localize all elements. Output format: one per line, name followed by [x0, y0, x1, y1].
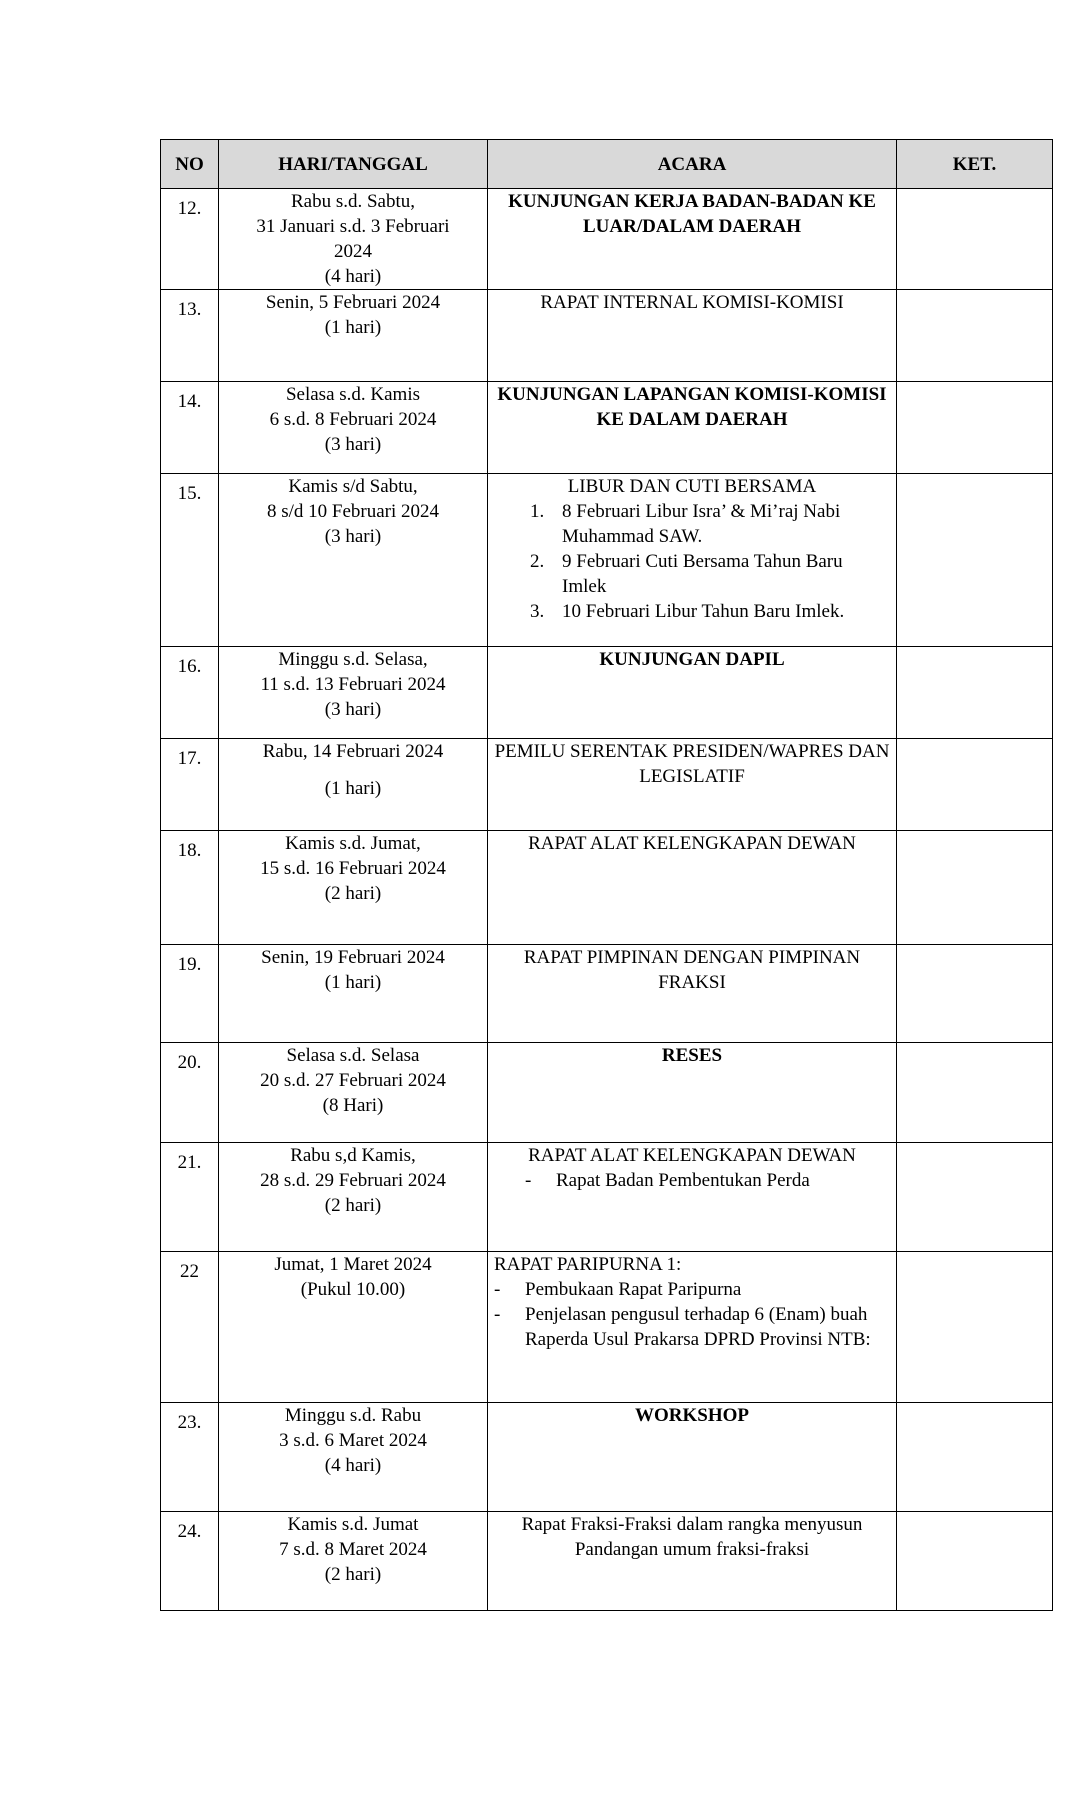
row-date — [219, 382, 488, 474]
date-line: 28 s.d. 29 Februari 2024 — [260, 1170, 446, 1191]
row-ket — [897, 290, 1053, 382]
acara-title: RAPAT PIMPINAN DENGAN PIMPINAN FRAKSI — [523, 947, 861, 993]
list-item-number: 2. — [530, 551, 545, 572]
list-item-text: 9 Februari Cuti Bersama Tahun Baru Imlek — [562, 551, 843, 597]
row-no: 13. — [161, 290, 219, 382]
list-item-text: Penjelasan pengusul terhadap 6 (Enam) buah Raperda Usul Prakarsa DPRD Provinsi NTB: — [525, 1304, 871, 1350]
row-date — [219, 831, 488, 945]
date-line: Senin, 5 Februari 2024 — [265, 292, 441, 313]
date-line: 20 s.d. 27 Februari 2024 — [260, 1070, 446, 1091]
row-no: 18. — [161, 831, 219, 945]
table-row — [161, 474, 1053, 647]
table-row — [161, 945, 1053, 1043]
date-line: (8 Hari) — [322, 1095, 384, 1116]
table-row — [161, 1403, 1053, 1512]
date-line: (3 hari) — [324, 699, 382, 720]
date-line: (1 hari) — [324, 778, 382, 799]
row-acara — [488, 474, 897, 647]
row-no: 19. — [161, 945, 219, 1043]
acara-title: WORKSHOP — [634, 1405, 749, 1426]
acara-title: KUNJUNGAN DAPIL — [599, 649, 785, 670]
date-line: Kamis s/d Sabtu, — [288, 476, 418, 497]
table-row — [161, 1512, 1053, 1611]
row-date — [219, 189, 488, 290]
date-line: 15 s.d. 16 Februari 2024 — [260, 858, 446, 879]
row-ket — [897, 1512, 1053, 1611]
header-acara: ACARA — [488, 140, 897, 189]
date-line: Minggu s.d. Rabu — [284, 1405, 422, 1426]
date-line: Kamis s.d. Jumat, — [285, 833, 421, 854]
row-acara — [488, 290, 897, 382]
date-line: (Pukul 10.00) — [300, 1279, 406, 1300]
date-line: Kamis s.d. Jumat — [287, 1514, 419, 1535]
acara-title: RAPAT ALAT KELENGKAPAN DEWAN — [528, 833, 856, 854]
date-line: 3 s.d. 6 Maret 2024 — [279, 1430, 427, 1451]
row-date — [219, 945, 488, 1043]
list-item — [530, 499, 890, 549]
row-ket — [897, 1143, 1053, 1252]
row-no: 17. — [161, 739, 219, 831]
date-line: 31 Januari s.d. 3 Februari — [256, 216, 450, 237]
acara-title: RAPAT PARIPURNA 1: — [494, 1254, 682, 1275]
table-header-row — [161, 140, 1053, 189]
date-line: 6 s.d. 8 Februari 2024 — [269, 409, 437, 430]
date-line: (4 hari) — [324, 266, 382, 287]
row-acara — [488, 1043, 897, 1143]
row-ket — [897, 945, 1053, 1043]
row-date — [219, 1512, 488, 1611]
list-item — [530, 549, 890, 599]
row-ket — [897, 1252, 1053, 1403]
row-date — [219, 290, 488, 382]
acara-title: RAPAT INTERNAL KOMISI-KOMISI — [540, 292, 844, 313]
list-item — [494, 1302, 890, 1352]
date-line: 11 s.d. 13 Februari 2024 — [260, 674, 446, 695]
list-item-text: 10 Februari Libur Tahun Baru Imlek. — [562, 601, 845, 622]
date-line: Rabu s,d Kamis, — [290, 1145, 416, 1166]
row-date — [219, 1252, 488, 1403]
header-no: NO — [161, 140, 219, 189]
row-ket — [897, 382, 1053, 474]
row-acara — [488, 647, 897, 739]
date-line: Rabu s.d. Sabtu, — [290, 191, 416, 212]
date-line: Rabu, 14 Februari 2024 — [262, 741, 444, 762]
row-ket — [897, 1043, 1053, 1143]
row-acara — [488, 739, 897, 831]
list-item-number: 3. — [530, 601, 545, 622]
row-ket — [897, 831, 1053, 945]
list-item-text: 8 Februari Libur Isra’ & Mi’raj Nabi Muhammad SAW. — [562, 501, 841, 547]
date-line: 8 s/d 10 Februari 2024 — [266, 501, 440, 522]
row-acara — [488, 1252, 897, 1403]
acara-title: RAPAT ALAT KELENGKAPAN DEWAN — [528, 1145, 856, 1166]
row-no: 21. — [161, 1143, 219, 1252]
table-row — [161, 647, 1053, 739]
date-line: (2 hari) — [324, 1564, 382, 1585]
table-row — [161, 1252, 1053, 1403]
row-date — [219, 1143, 488, 1252]
table-row — [161, 1043, 1053, 1143]
date-line: Selasa s.d. Kamis — [285, 384, 421, 405]
schedule-table — [160, 139, 1053, 1611]
row-no: 22 — [161, 1252, 219, 1403]
row-acara — [488, 1143, 897, 1252]
row-no: 20. — [161, 1043, 219, 1143]
row-ket — [897, 474, 1053, 647]
row-date — [219, 647, 488, 739]
list-item — [494, 1277, 890, 1302]
list-item-bullet: - — [494, 1279, 501, 1300]
date-line: (3 hari) — [324, 526, 382, 547]
list-item-text: Rapat Badan Pembentukan Perda — [556, 1170, 810, 1191]
header-date: HARI/TANGGAL — [219, 140, 488, 189]
acara-title: KUNJUNGAN KERJA BADAN-BADAN KE LUAR/DALAM DAERAH — [508, 191, 876, 237]
row-acara — [488, 831, 897, 945]
date-line: (2 hari) — [324, 883, 382, 904]
row-date — [219, 1403, 488, 1512]
acara-title: KUNJUNGAN LAPANGAN KOMISI-KOMISI KE DALAM DAERAH — [497, 384, 887, 430]
list-item-bullet: - — [494, 1304, 501, 1325]
table-row — [161, 1143, 1053, 1252]
date-line: Senin, 19 Februari 2024 — [261, 947, 445, 968]
row-ket — [897, 739, 1053, 831]
row-date — [219, 474, 488, 647]
date-line: 7 s.d. 8 Maret 2024 — [279, 1539, 427, 1560]
acara-title: LIBUR DAN CUTI BERSAMA — [567, 476, 817, 497]
row-no: 24. — [161, 1512, 219, 1611]
date-line: Selasa s.d. Selasa — [286, 1045, 420, 1066]
list-item-bullet: - — [525, 1170, 532, 1191]
table-row — [161, 831, 1053, 945]
date-line: (1 hari) — [324, 972, 382, 993]
row-acara — [488, 945, 897, 1043]
row-no: 12. — [161, 189, 219, 290]
acara-title: Rapat Fraksi-Fraksi dalam rangka menyusun Pandangan umum fraksi-fraksi — [521, 1514, 863, 1560]
list-item-number: 1. — [530, 501, 545, 522]
table-row — [161, 290, 1053, 382]
header-ket: KET. — [897, 140, 1053, 189]
date-line: 2024 — [334, 241, 372, 262]
date-line: Jumat, 1 Maret 2024 — [274, 1254, 432, 1275]
acara-title: RESES — [661, 1045, 723, 1066]
row-acara — [488, 1403, 897, 1512]
row-no: 14. — [161, 382, 219, 474]
acara-title: PEMILU SERENTAK PRESIDEN/WAPRES DAN LEGISLATIF — [494, 741, 890, 787]
row-acara — [488, 189, 897, 290]
row-no: 16. — [161, 647, 219, 739]
table-row — [161, 382, 1053, 474]
list-item-text: Pembukaan Rapat Paripurna — [525, 1279, 742, 1300]
date-line: (2 hari) — [324, 1195, 382, 1216]
row-acara — [488, 382, 897, 474]
date-line: (3 hari) — [324, 434, 382, 455]
table-row — [161, 189, 1053, 290]
row-date — [219, 1043, 488, 1143]
date-line: (4 hari) — [324, 1455, 382, 1476]
row-ket — [897, 189, 1053, 290]
row-ket — [897, 647, 1053, 739]
table-row — [161, 739, 1053, 831]
list-item — [530, 599, 890, 624]
list-item — [525, 1168, 890, 1193]
row-acara — [488, 1512, 897, 1611]
row-no: 15. — [161, 474, 219, 647]
row-no: 23. — [161, 1403, 219, 1512]
date-line: (1 hari) — [324, 317, 382, 338]
row-date — [219, 739, 488, 831]
row-ket — [897, 1403, 1053, 1512]
date-line: Minggu s.d. Selasa, — [278, 649, 428, 670]
